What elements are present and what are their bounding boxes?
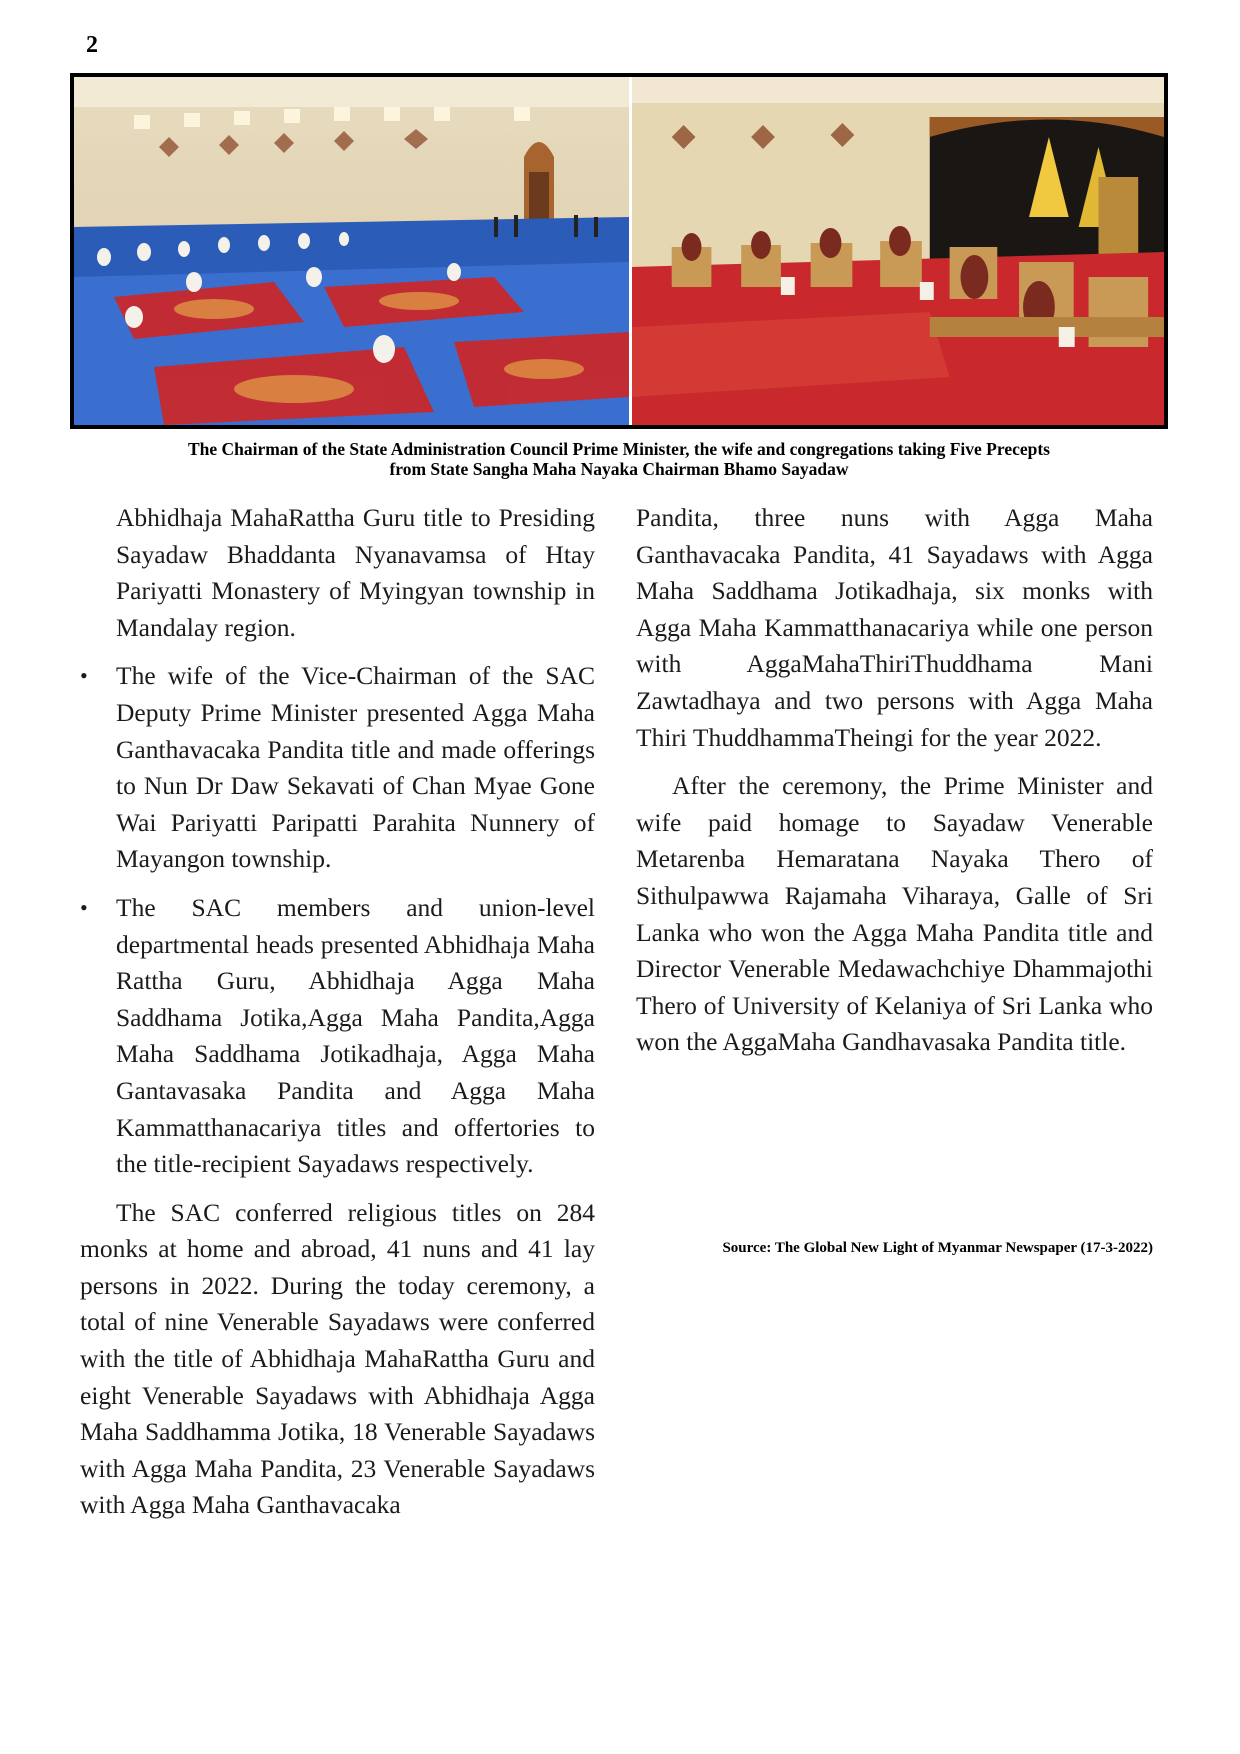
- article-paragraph-conferred: The SAC conferred religious titles on 284 monks at home and abroad, 41 nuns and 41 lay persons in 2022. During the today ceremony, a total of nine Venerable Sayadaws were conferred with the title of Abhidhaja MahaRattha Guru and eight Venerable Sayadaws with Abhidhaja Agga Maha Saddhamma Jotika, 18 Venerable Sayadaws with Agga Maha Pandita, 23 Venerable Sayadaws with Agga Maha Ganthavacaka: [80, 1197, 595, 1520]
- list-item: [80, 658, 595, 878]
- bullet-text: The SAC members and union-level departmental heads presented Abhidhaja Maha Rattha Guru, Abhidhaja Agga Maha Saddhama Jotika,Agga Maha Pandita,Agga Maha Saddhama Jotikadhaja, Agga Maha Gantavasaka Pandita and Agga Maha Kammatthanacariya titles and offertories to the title-recipient Sayadaws respectively.: [116, 892, 595, 1179]
- congregation-photo-graphic: [74, 77, 629, 425]
- article-column-left: [80, 500, 595, 1536]
- photo-caption: [70, 439, 1168, 479]
- source-credit: Source: The Global New Light of Myanmar Newspaper (17-3-2022): [722, 1240, 1153, 1256]
- article-column-right: [636, 500, 1153, 1073]
- list-item: [80, 890, 595, 1183]
- article-paragraph-intro: Abhidhaja MahaRattha Guru title to Presiding Sayadaw Bhaddanta Nyanavamsa of Htay Pariyatti Monastery of Myingyan township in Mandalay region.: [116, 503, 595, 642]
- ceremony-hall-congregation-photo: [74, 77, 632, 425]
- bullet-icon: •: [80, 894, 88, 920]
- photo-frame: [70, 73, 1168, 429]
- sayadaws-photo-graphic: [632, 77, 1164, 425]
- caption-line-1: The Chairman of the State Administration Council Prime Minister, the wife and congregations taking Five Precepts: [188, 439, 1050, 459]
- article-paragraph-after: After the ceremony, the Prime Minister and wife paid homage to Sayadaw Venerable Metarenba Hemaratana Nayaka Thero of Sithulpawwa Rajamaha Viharaya, Galle of Sri Lanka who won the Agga Maha Pandita title and Director Venerable Medawachchiye Dhammajothi Thero of University of Kelaniya of Sri Lanka who won the AggaMaha Gandhavasaka Pandita title.: [636, 771, 1153, 1057]
- bullet-icon: •: [80, 663, 88, 689]
- caption-line-2: from State Sangha Maha Nayaka Chairman Bhamo Sayadaw: [389, 459, 849, 479]
- page-number: 2: [86, 32, 98, 58]
- ceremony-hall-sayadaws-seated-photo: [632, 77, 1164, 425]
- article-paragraph-continued: Pandita, three nuns with Agga Maha Ganthavacaka Pandita, 41 Sayadaws with Agga Maha Saddhama Jotikadhaja, six monks with Agga Maha Kammatthanacariya while one person with AggaMahaThiriThuddhama Mani Zawtadhaya and two persons with Agga Maha Thiri ThuddhammaTheingi for the year 2022.: [636, 503, 1153, 752]
- bullet-text: The wife of the Vice-Chairman of the SAC Deputy Prime Minister presented Agga Maha Ganthavacaka Pandita title and made offerings to Nun Dr Daw Sekavati of Chan Myae Gone Wai Pariyatti Paripatti Parahita Nunnery of Mayangon township.: [116, 661, 595, 874]
- article-bullet-list: [80, 658, 595, 1182]
